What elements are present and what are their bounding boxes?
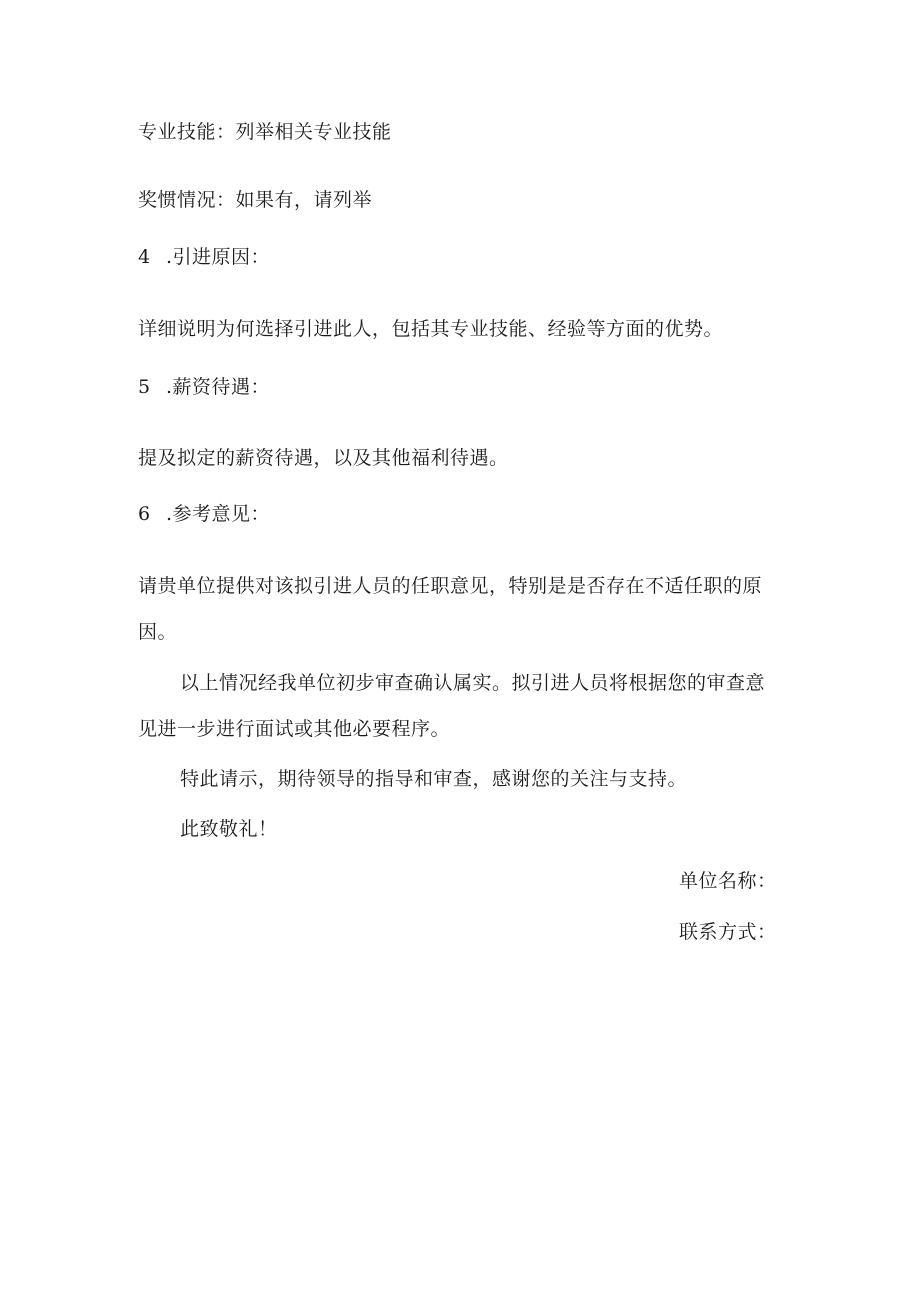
section-5-body: 提及拟定的薪资待遇，以及其他福利待遇。 xyxy=(138,447,509,469)
awards-line: 奖惯情况：如果有，请列举 xyxy=(138,189,373,211)
section-6-body-line-2: 因。 xyxy=(138,621,178,643)
closing-paragraph-line-1: 以上情况经我单位初步审查确认属实。拟引进人员将根据您的审查意 xyxy=(180,672,766,694)
closing-paragraph-line-2: 见进一步进行面试或其他必要程序。 xyxy=(138,718,451,740)
section-4-body: 详细说明为何选择引进此人，包括其专业技能、经验等方面的优势。 xyxy=(138,318,724,340)
section-4-heading xyxy=(138,245,270,269)
unit-name-label: 单位名称： xyxy=(679,870,777,892)
section-title: .薪资待遇： xyxy=(166,376,271,398)
closing-paragraph-line-3: 特此请示，期待领导的指导和审查，感谢您的关注与支持。 xyxy=(180,768,688,790)
section-number: 5 xyxy=(138,376,151,398)
skills-line: 专业技能：列举相关专业技能 xyxy=(138,121,392,143)
section-5-heading xyxy=(138,375,270,399)
section-title: .参考意见： xyxy=(166,503,271,525)
section-6-heading xyxy=(138,502,270,526)
section-6-body-line-1: 请贵单位提供对该拟引进人员的任职意见，特别是是否存在不适任职的原 xyxy=(138,575,763,597)
contact-label: 联系方式： xyxy=(679,921,777,943)
section-number: 6 xyxy=(138,503,151,525)
section-number: 4 xyxy=(138,246,151,268)
salutation: 此致敬礼！ xyxy=(180,818,278,840)
section-title: .引进原因： xyxy=(166,246,271,268)
